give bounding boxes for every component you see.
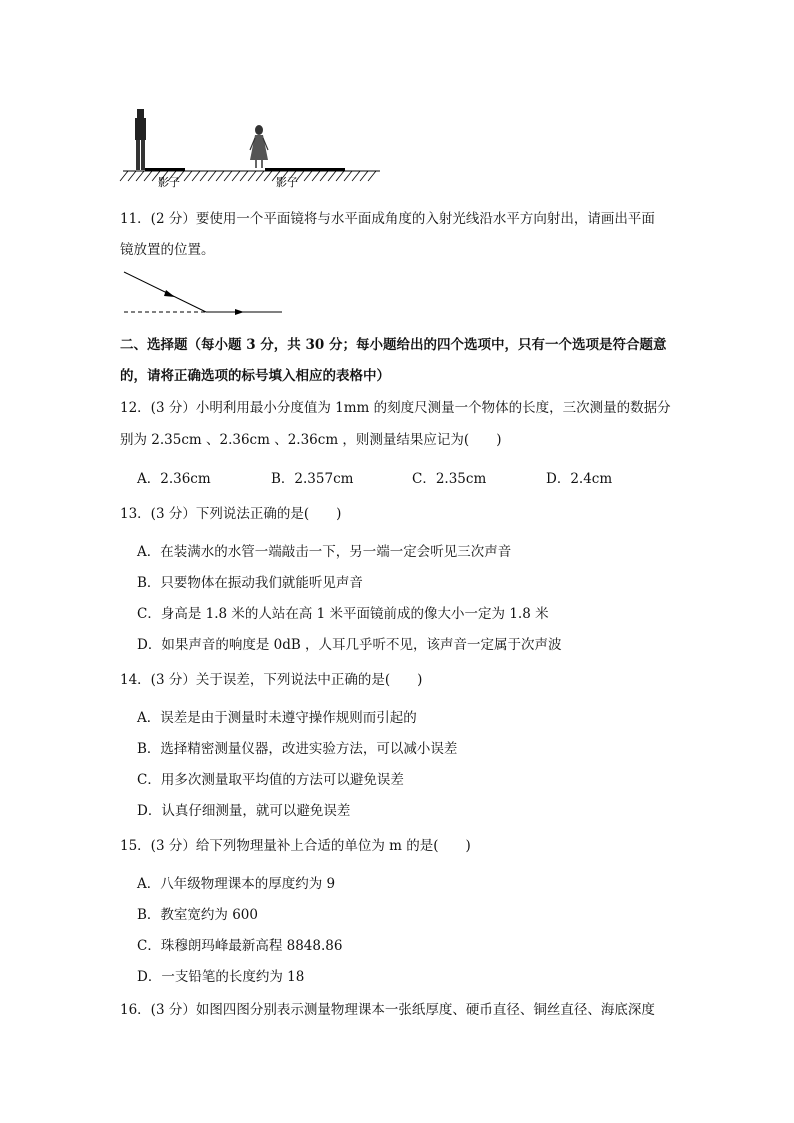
q13-option-b: B．只要物体在振动我们就能听见声音 bbox=[137, 575, 363, 591]
incident-ray bbox=[124, 272, 206, 312]
q14-option-b: B．选择精密测量仪器，改进实验方法，可以减小误差 bbox=[137, 741, 458, 757]
woman-figure bbox=[250, 125, 268, 168]
shadow-label-left: 影子 bbox=[158, 176, 180, 189]
q15-option-d: D．一支铅笔的长度约为 18 bbox=[137, 969, 305, 985]
q14-option-c: C．用多次测量取平均值的方法可以避免误差 bbox=[137, 772, 404, 788]
q12-option-a: A．2.36cm bbox=[137, 471, 211, 487]
q12-line2: 别为 2.35cm 、2.36cm 、2.36cm ，则测量结果应记为( ) bbox=[120, 432, 502, 448]
q15-option-c: C．珠穆朗玛峰最新高程 8848.86 bbox=[137, 938, 343, 954]
q16-line1: 16．(3 分）如图四图分别表示测量物理课本一张纸厚度、硬币直径、铜丝直径、海底深度 bbox=[120, 1002, 655, 1018]
q15-option-b: B．教室宽约为 600 bbox=[137, 907, 258, 923]
q13-stem: 13．(3 分）下列说法正确的是( ) bbox=[120, 506, 342, 522]
section2-line2: 的，请将正确选项的标号填入相应的表格中） bbox=[120, 368, 390, 384]
q15-stem: 15．(3 分）给下列物理量补上合适的单位为 m 的是( ) bbox=[120, 838, 471, 854]
q11-line1: 11．(2 分）要使用一个平面镜将与水平面成角度的入射光线沿水平方向射出，请画出平面 bbox=[120, 211, 655, 227]
section2-line1: 二、选择题（每小题 3 分，共 30 分；每小题给出的四个选项中，只有一个选项是符合题意 bbox=[120, 337, 667, 353]
reflected-arrow bbox=[235, 309, 244, 315]
man-figure bbox=[135, 109, 146, 170]
q13-option-c: C．身高是 1.8 米的人站在高 1 米平面镜前成的像大小一定为 1.8 米 bbox=[137, 606, 549, 622]
light-ray-figure bbox=[118, 266, 288, 320]
shadow-label-right: 影子 bbox=[276, 176, 298, 189]
q13-option-d: D．如果声音的响度是 0dB ，人耳几乎听不见，该声音一定属于次声波 bbox=[137, 637, 562, 653]
q14-option-d: D．认真仔细测量，就可以避免误差 bbox=[137, 803, 351, 819]
q14-stem: 14．(3 分）关于误差，下列说法中正确的是( ) bbox=[120, 672, 423, 688]
q15-option-a: A．八年级物理课本的厚度约为 9 bbox=[137, 876, 336, 892]
incident-arrow bbox=[164, 290, 175, 297]
q11-line2: 镜放置的位置。 bbox=[120, 242, 215, 258]
q12-option-d: D．2.4cm bbox=[546, 471, 613, 487]
q12-option-b: B．2.357cm bbox=[271, 471, 354, 487]
q14-option-a: A．误差是由于测量时未遵守操作规则而引起的 bbox=[137, 710, 417, 726]
shadow-figure bbox=[118, 104, 388, 190]
q13-option-a: A．在装满水的水管一端敲击一下，另一端一定会听见三次声音 bbox=[137, 544, 512, 560]
q12-option-c: C．2.35cm bbox=[412, 471, 487, 487]
q12-line1: 12．(3 分）小明利用最小分度值为 1mm 的刻度尺测量一个物体的长度，三次测量的数据分 bbox=[120, 400, 671, 416]
